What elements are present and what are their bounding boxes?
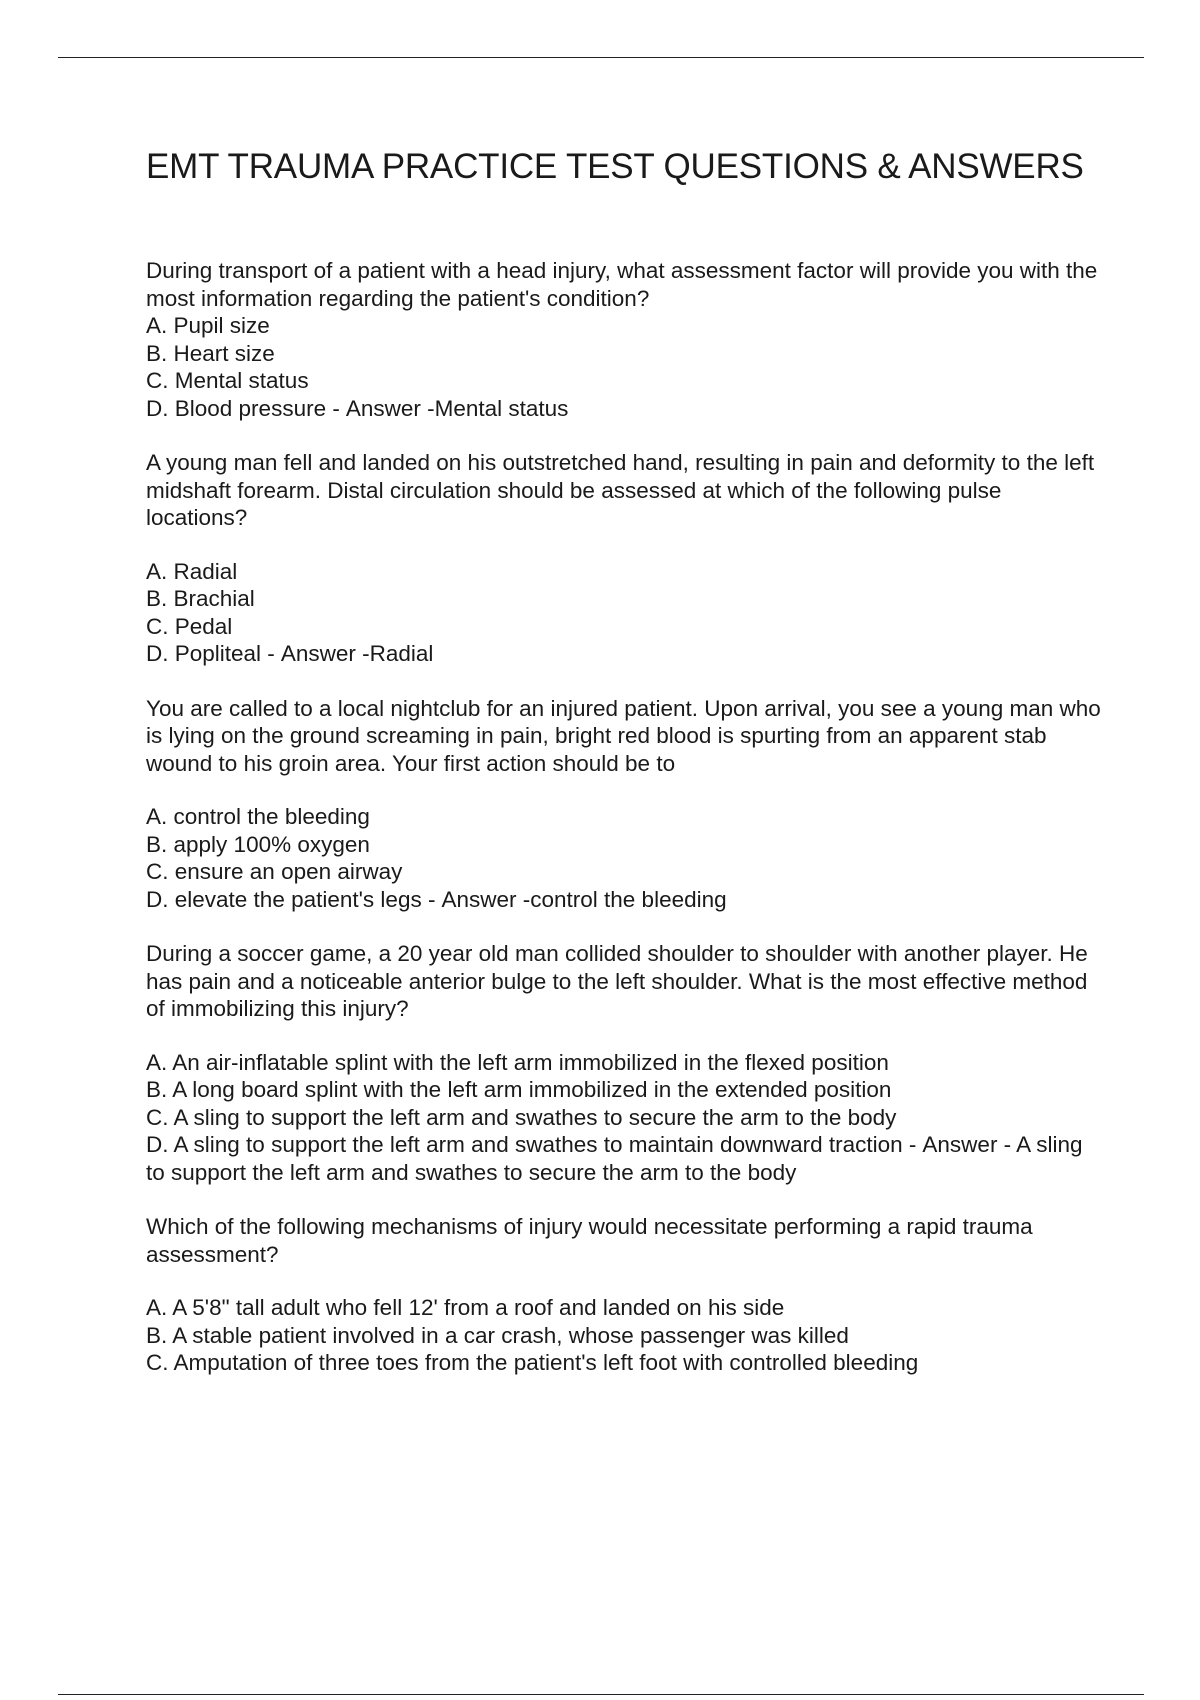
option-c: C. Amputation of three toes from the patient's left foot with controlled bleeding bbox=[146, 1350, 919, 1375]
option-a: A. A 5'8" tall adult who fell 12' from a roof and landed on his side bbox=[146, 1295, 785, 1320]
option-d-with-answer bbox=[146, 395, 1106, 423]
question-3 bbox=[146, 695, 1106, 914]
option-a: A. An air-inflatable splint with the left arm immobilized in the flexed position bbox=[146, 1049, 889, 1075]
document-body bbox=[146, 146, 1106, 1377]
answer-text: Answer -control the bleeding bbox=[441, 886, 727, 912]
question-stem: During a soccer game, a 20 year old man collided shoulder to shoulder with another player. He has pain and a noticeable anterior bulge to the left shoulder. What is the most effective method of immobilizing this injury? bbox=[146, 941, 1088, 1021]
option-d: D. A sling to support the left arm and swathes to maintain downward traction - bbox=[146, 1132, 917, 1157]
option-b: B. apply 100% oxygen bbox=[146, 831, 370, 857]
question-stem: During transport of a patient with a head injury, what assessment factor will provide you with the most information regarding the patient's condition? bbox=[146, 258, 1098, 311]
question-stem: Which of the following mechanisms of injury would necessitate performing a rapid trauma assessment? bbox=[146, 1214, 1033, 1267]
question-stem: A young man fell and landed on his outstretched hand, resulting in pain and deformity to the left midshaft forearm. Distal circulation should be assessed at which of the following pulse locations? bbox=[146, 450, 1095, 530]
option-d: D. Blood pressure - bbox=[146, 395, 340, 421]
option-b: B. A stable patient involved in a car crash, whose passenger was killed bbox=[146, 1322, 849, 1348]
option-a: A. Pupil size bbox=[146, 313, 270, 338]
question-2 bbox=[146, 449, 1106, 668]
question-1 bbox=[146, 257, 1106, 422]
option-b: B. Heart size bbox=[146, 340, 275, 366]
option-b: B. A long board splint with the left arm immobilized in the extended position bbox=[146, 1077, 892, 1102]
option-d-with-answer bbox=[146, 1131, 1106, 1186]
option-d-with-answer bbox=[146, 886, 1106, 914]
option-b: B. Brachial bbox=[146, 586, 255, 611]
question-stem: You are called to a local nightclub for an injured patient. Upon arrival, you see a young man who is lying on the ground screaming in pain, bright red blood is spurting from an apparent stab wound to his groin area. Your first action should be to bbox=[146, 695, 1101, 776]
footer-divider bbox=[58, 1694, 1144, 1695]
option-a: A. Radial bbox=[146, 558, 238, 584]
answer-text: Answer -Mental status bbox=[345, 395, 569, 421]
option-d-with-answer bbox=[146, 640, 1106, 668]
option-c: C. ensure an open airway bbox=[146, 859, 403, 884]
answer-text: Answer - A sling to support the left arm and swathes to secure the arm to the body bbox=[146, 1132, 1083, 1185]
option-a: A. control the bleeding bbox=[146, 804, 370, 829]
question-5 bbox=[146, 1213, 1106, 1377]
option-c: C. Pedal bbox=[146, 613, 233, 639]
document-title: EMT TRAUMA PRACTICE TEST QUESTIONS & ANSWERS bbox=[146, 147, 1084, 186]
option-d: D. Popliteal - bbox=[146, 641, 275, 666]
option-c: C. Mental status bbox=[146, 368, 309, 393]
header-divider bbox=[58, 57, 1144, 58]
option-c: C. A sling to support the left arm and swathes to secure the arm to the body bbox=[146, 1104, 897, 1130]
answer-text: Answer -Radial bbox=[280, 641, 434, 666]
question-4 bbox=[146, 940, 1106, 1186]
option-d: D. elevate the patient's legs - bbox=[146, 886, 436, 912]
